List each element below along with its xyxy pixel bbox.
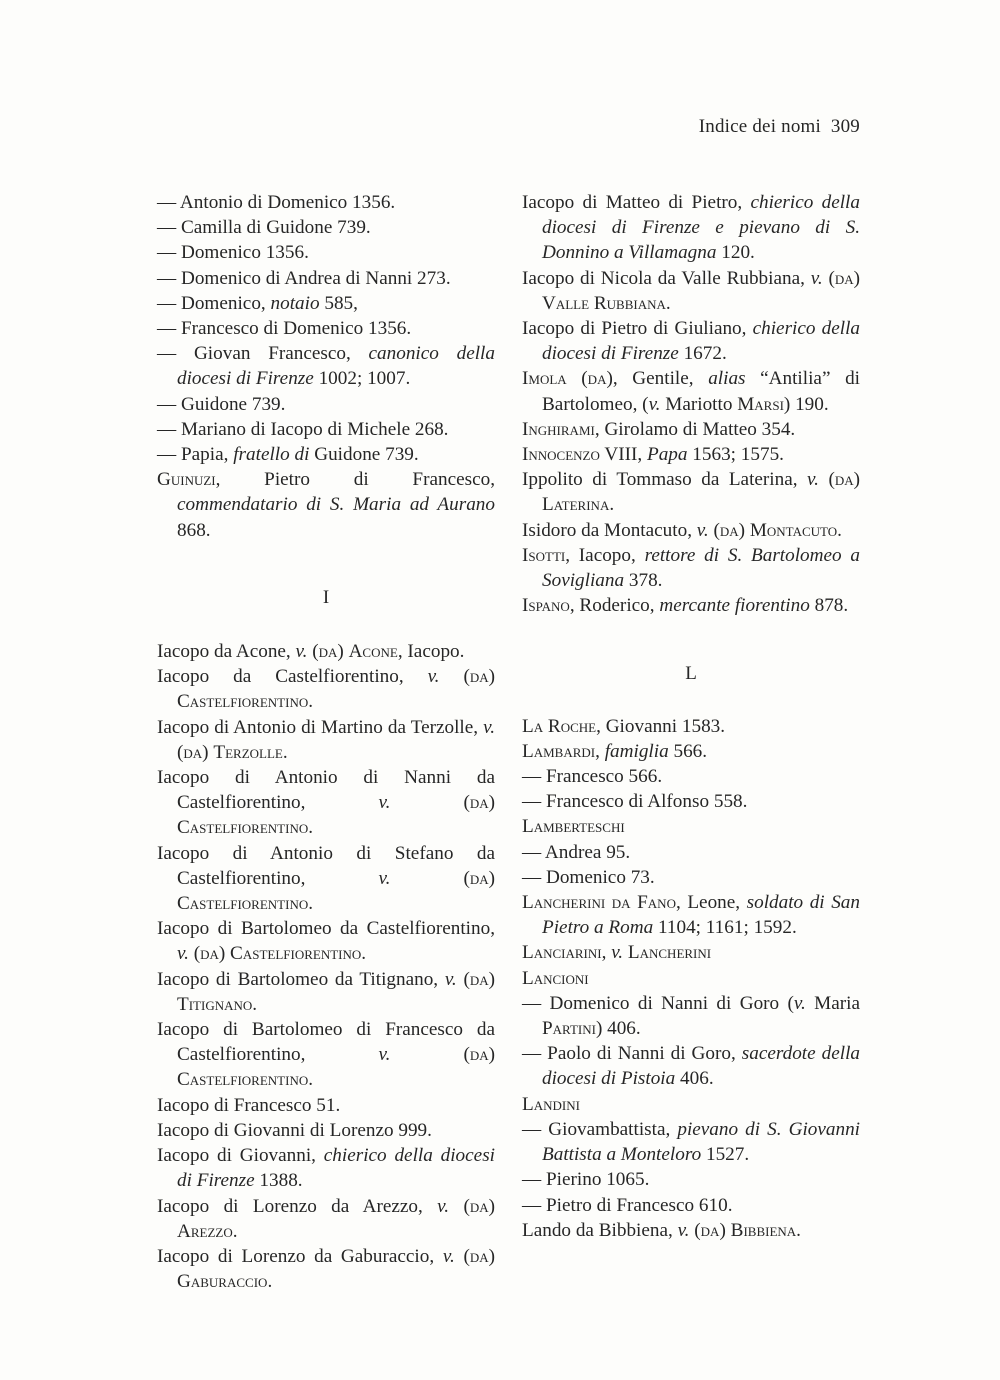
- index-entry: Lancioni: [522, 967, 589, 989]
- index-entry: Iacopo di Antonio di Stefano da Castelfiorentino, v. (da) Castelfiorentino.: [157, 842, 495, 915]
- index-entry: — Francesco 566.: [522, 766, 663, 788]
- index-entry: Iacopo di Lorenzo da Gaburaccio, v. (da) Gaburaccio.: [157, 1245, 496, 1293]
- index-entry: Isotti, Iacopo, rettore di S. Bartolomeo a Sovigliana 378.: [522, 544, 860, 592]
- index-entry: — Camilla di Guidone 739.: [157, 217, 371, 239]
- index-entry: — Antonio di Domenico 1356.: [157, 192, 396, 213]
- index-entry: — Mariano di Iacopo di Michele 268.: [157, 418, 449, 440]
- index-entry: Iacopo di Francesco 51.: [157, 1094, 341, 1116]
- index-entry: — Pietro di Francesco 610.: [522, 1194, 733, 1216]
- index-entry: — Paolo di Nanni di Goro, sacerdote della diocesi di Pistoia 406.: [522, 1043, 860, 1090]
- index-entry: Iacopo di Antonio di Martino da Terzolle, v. (da) Terzolle.: [157, 716, 495, 763]
- index-entry: — Domenico 1356.: [157, 242, 309, 264]
- index-entry: Isidoro da Montacuto, v. (da) Montacuto.: [522, 519, 842, 541]
- section-letter-i: I: [322, 586, 330, 608]
- index-entry: Iacopo di Giovanni, chierico della diocesi di Firenze 1388.: [157, 1145, 495, 1192]
- index-entry: Lancherini da Fano, Leone, soldato di San Pietro a Roma 1104; 1161; 1592.: [522, 892, 860, 939]
- index-entry: Lando da Bibbiena, v. (da) Bibbiena.: [522, 1219, 801, 1241]
- index-entry: Ispano, Roderico, mercante fiorentino 878.: [522, 595, 849, 617]
- index-entry: Iacopo da Acone, v. (da) Acone, Iacopo.: [157, 641, 465, 663]
- index-entry: — Francesco di Alfonso 558.: [522, 791, 748, 813]
- index-entry: Iacopo di Matteo di Pietro, chierico della diocesi di Firenze e pievano di S. Donnino a Villamagna 120.: [522, 192, 860, 264]
- index-entry: — Papia, fratello di Guidone 739.: [157, 444, 419, 466]
- index-entry: — Pierino 1065.: [522, 1169, 650, 1191]
- index-entry: Iacopo di Bartolomeo da Titignano, v. (da) Titignano.: [157, 968, 495, 1015]
- running-head-title: Indice dei nomi: [698, 116, 821, 137]
- index-entry: Iacopo di Antonio di Nanni da Castelfiorentino, v. (da) Castelfiorentino.: [157, 767, 495, 839]
- index-entry: Iacopo di Pietro di Giuliano, chierico della diocesi di Firenze 1672.: [522, 318, 860, 365]
- index-entry: Iacopo di Lorenzo da Arezzo, v. (da) Arezzo.: [157, 1195, 495, 1242]
- index-entry: — Domenico, notaio 585,: [157, 292, 358, 314]
- index-entry: — Francesco di Domenico 1356.: [157, 318, 412, 340]
- index-entry: La Roche, Giovanni 1583.: [522, 715, 726, 737]
- index-entry: Imola (da), Gentile, alias “Antilia” di Bartolomeo, (v. Mariotto Marsi) 190.: [522, 368, 861, 415]
- index-entry: — Domenico 73.: [522, 866, 655, 888]
- index-entry: Lanciarini, v. Lancherini: [522, 942, 712, 964]
- index-entry: Guinuzi, Pietro di Francesco, commendatario di S. Maria ad Aurano 868.: [157, 469, 495, 541]
- index-entry: Inghirami, Girolamo di Matteo 354.: [522, 418, 796, 440]
- index-entry: Iacopo di Bartolomeo da Castelfiorentino, v. (da) Castelfiorentino.: [157, 918, 495, 965]
- index-entry: Iacopo di Bartolomeo di Francesco da Castelfiorentino, v. (da) Castelfiorentino.: [157, 1019, 495, 1091]
- index-entry: Iacopo da Castelfiorentino, v. (da) Castelfiorentino.: [157, 666, 495, 713]
- index-entry: — Andrea 95.: [522, 841, 631, 863]
- index-entry: Landini: [522, 1093, 580, 1115]
- index-entry: — Domenico di Andrea di Nanni 273.: [157, 267, 451, 289]
- index-entry: — Domenico di Nanni di Goro (v. Maria Partini) 406.: [522, 992, 860, 1040]
- index-entry: Ippolito di Tommaso da Laterina, v. (da) Laterina.: [522, 469, 860, 516]
- index-entry: — Giovambattista, pievano di S. Giovanni Battista a Monteloro 1527.: [522, 1118, 860, 1166]
- index-entry: — Giovan Francesco, canonico della diocesi di Firenze 1002; 1007.: [157, 343, 495, 390]
- page-number: 309: [830, 116, 860, 137]
- index-entry: Lamberteschi: [522, 816, 625, 838]
- right-column: [522, 190, 860, 1243]
- index-entry: Iacopo di Giovanni di Lorenzo 999.: [157, 1119, 432, 1141]
- index-entry: — Guidone 739.: [157, 393, 286, 415]
- section-letter-l: L: [685, 663, 697, 685]
- index-entry: Iacopo di Nicola da Valle Rubbiana, v. (da) Valle Rubbiana.: [522, 267, 861, 314]
- index-entry: Lambardi, famiglia 566.: [522, 740, 708, 762]
- running-head: [699, 116, 860, 138]
- left-column: [157, 190, 495, 1294]
- index-entry: Innocenzo VIII, Papa 1563; 1575.: [522, 444, 784, 466]
